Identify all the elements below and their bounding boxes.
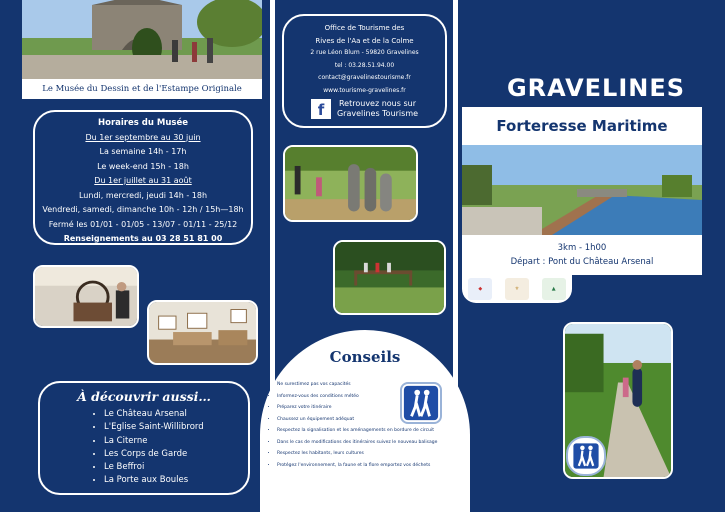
bridge-photo: [333, 240, 446, 315]
discover-item: • La Porte aux Boules: [104, 474, 248, 487]
facebook-row[interactable]: [284, 99, 445, 119]
office-email[interactable]: contact@gravelinestourisme.fr: [318, 74, 411, 81]
discover-box: [38, 381, 250, 495]
discover-list: [40, 408, 248, 488]
town-title: GRAVELINES: [506, 74, 686, 102]
advice-item: • Préparez votre itinéraire: [277, 405, 387, 411]
partner-logos: [462, 275, 572, 303]
hikers-icon: [566, 436, 606, 476]
advice-title: Conseils: [329, 348, 401, 366]
tourist-office-box: [282, 14, 447, 128]
facebook-icon[interactable]: f: [311, 99, 331, 119]
discover-item: • Le Château Arsenal: [104, 408, 248, 421]
hours-line: Le week-end 15h - 18h: [97, 161, 189, 171]
office-name-2: Rives de l'Aa et de la Colme: [315, 36, 414, 45]
office-name-1: Office de Tourisme des: [324, 24, 405, 32]
advice-list: [265, 382, 477, 474]
office-tourism-logo: ◆: [468, 278, 492, 300]
discover-item: • Les Corps de Garde: [104, 448, 248, 461]
museum-hours-box: [33, 110, 253, 245]
hours-period-2: Du 1er juillet au 31 août: [94, 176, 192, 185]
fortress-photo: [462, 145, 702, 235]
office-phone: tel : 03.28.51.94.00: [334, 61, 395, 69]
statues-photo: [283, 145, 418, 222]
advice-item: • Respectez les habitants, leurs cultures: [277, 451, 477, 457]
advice-item: • Ne surestimez pas vos capacités: [277, 382, 387, 388]
town-crest-logo: ⚜: [505, 278, 529, 300]
office-address: 2 rue Léon Blum - 59820 Gravelines: [310, 49, 419, 56]
route-title: Forteresse Maritime: [462, 107, 702, 145]
route-distance: 3km - 1h00: [557, 243, 607, 253]
advice-item: • Dans le cas de modifications des itinéraires suivez le nouveau balisage: [277, 440, 477, 446]
discover-item: • L'Eglise Saint-Willibrord: [104, 421, 248, 434]
hours-line: Vendredi, samedi, dimanche 10h - 12h / 15h—18h: [42, 205, 244, 214]
hours-line: Lundi, mercredi, jeudi 14h - 18h: [78, 190, 208, 200]
advice-item: • Protégez l'environnement, la faune et la flore emportez vos déchets: [277, 463, 477, 469]
museum-press-photo: [33, 265, 139, 328]
facebook-line-2: Gravelines Tourisme: [336, 109, 419, 118]
route-start: Départ : Pont du Château Arsenal: [510, 257, 654, 267]
facebook-line-1: Retrouvez nous sur: [338, 99, 416, 108]
hours-period-1: Du 1er septembre au 30 juin: [85, 132, 201, 142]
hours-title: Horaires du Musée: [98, 118, 188, 128]
hours-line: Fermé les 01/01 - 01/05 - 13/07 - 01/11 - 25/12: [48, 219, 238, 229]
office-website[interactable]: www.tourisme-gravelines.fr: [323, 86, 406, 94]
advice-item: • Informez-vous des conditions météo: [277, 394, 387, 400]
advice-section: [260, 330, 470, 512]
route-info: [462, 235, 702, 275]
hikers-icon: [400, 382, 442, 424]
discover-item: • Le Beffroi: [104, 461, 248, 474]
facebook-text: [337, 99, 418, 119]
museum-photo: [22, 0, 262, 80]
advice-item: • Chaussez un équipement adéquat: [277, 417, 387, 423]
hours-line: La semaine 14h - 17h: [99, 147, 187, 156]
discover-item: • La Citerne: [104, 435, 248, 448]
museum-gallery-photo: [147, 300, 258, 365]
hours-info-phone: Renseignements au 03 28 51 81 00: [63, 234, 223, 243]
museum-caption: Le Musée du Dessin et de l'Estampe Originale: [22, 79, 262, 99]
advice-item: • Respectez la signalisation et les aménagements en bordure de circuit: [277, 428, 477, 434]
discover-title: À découvrir aussi…: [77, 389, 211, 404]
department-logo: ▲: [542, 278, 566, 300]
